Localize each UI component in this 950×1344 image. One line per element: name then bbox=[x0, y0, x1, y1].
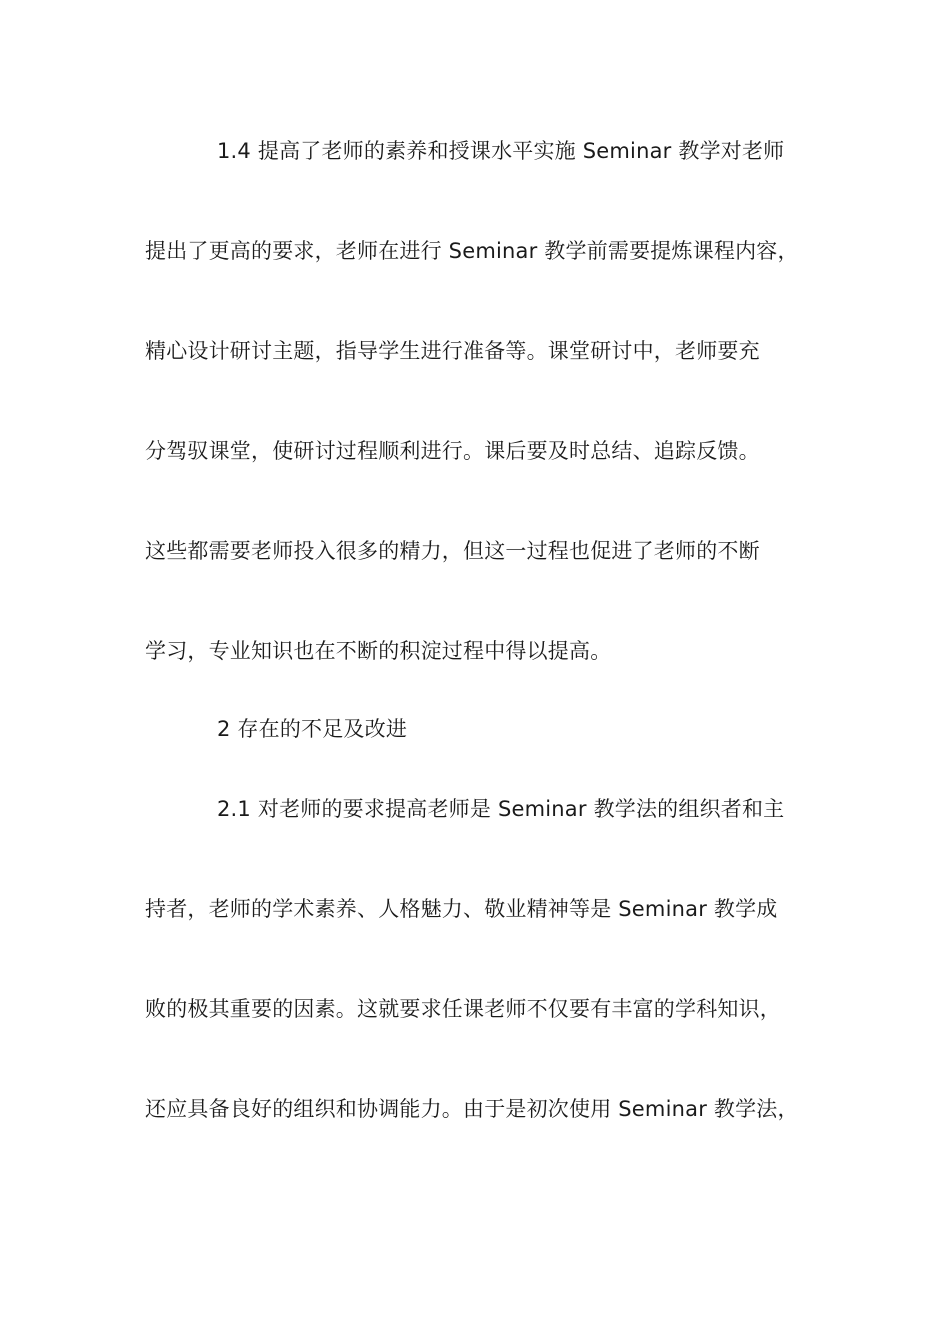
paragraph-2-1-line-2: 持者，老师的学术素养、人格魅力、敬业精神等是 Seminar 教学成 bbox=[145, 897, 778, 921]
paragraph-1-4-line-5: 这些都需要老师投入很多的精力，但这一过程也促进了老师的不断 bbox=[145, 539, 760, 563]
paragraph-2-1-line-3: 败的极其重要的因素。这就要求任课老师不仅要有丰富的学科知识， bbox=[145, 997, 781, 1021]
paragraph-1-4-line-1: 1.4 提高了老师的素养和授课水平实施 Seminar 教学对老师 bbox=[217, 139, 785, 163]
paragraph-2-1-line-4: 还应具备良好的组织和协调能力。由于是初次使用 Seminar 教学法， bbox=[145, 1097, 799, 1121]
paragraph-1-4-line-2: 提出了更高的要求，老师在进行 Seminar 教学前需要提炼课程内容， bbox=[145, 239, 799, 263]
paragraph-1-4-line-3: 精心设计研讨主题，指导学生进行准备等。课堂研讨中，老师要充 bbox=[145, 339, 760, 363]
paragraph-1-4-line-6: 学习，专业知识也在不断的积淀过程中得以提高。 bbox=[145, 639, 612, 663]
paragraph-2-1-line-1: 2.1 对老师的要求提高老师是 Seminar 教学法的组织者和主 bbox=[217, 797, 785, 821]
paragraph-1-4-line-4: 分驾驭课堂，使研讨过程顺利进行。课后要及时总结、追踪反馈。 bbox=[145, 439, 760, 463]
section-2-heading: 2 存在的不足及改进 bbox=[217, 717, 408, 741]
